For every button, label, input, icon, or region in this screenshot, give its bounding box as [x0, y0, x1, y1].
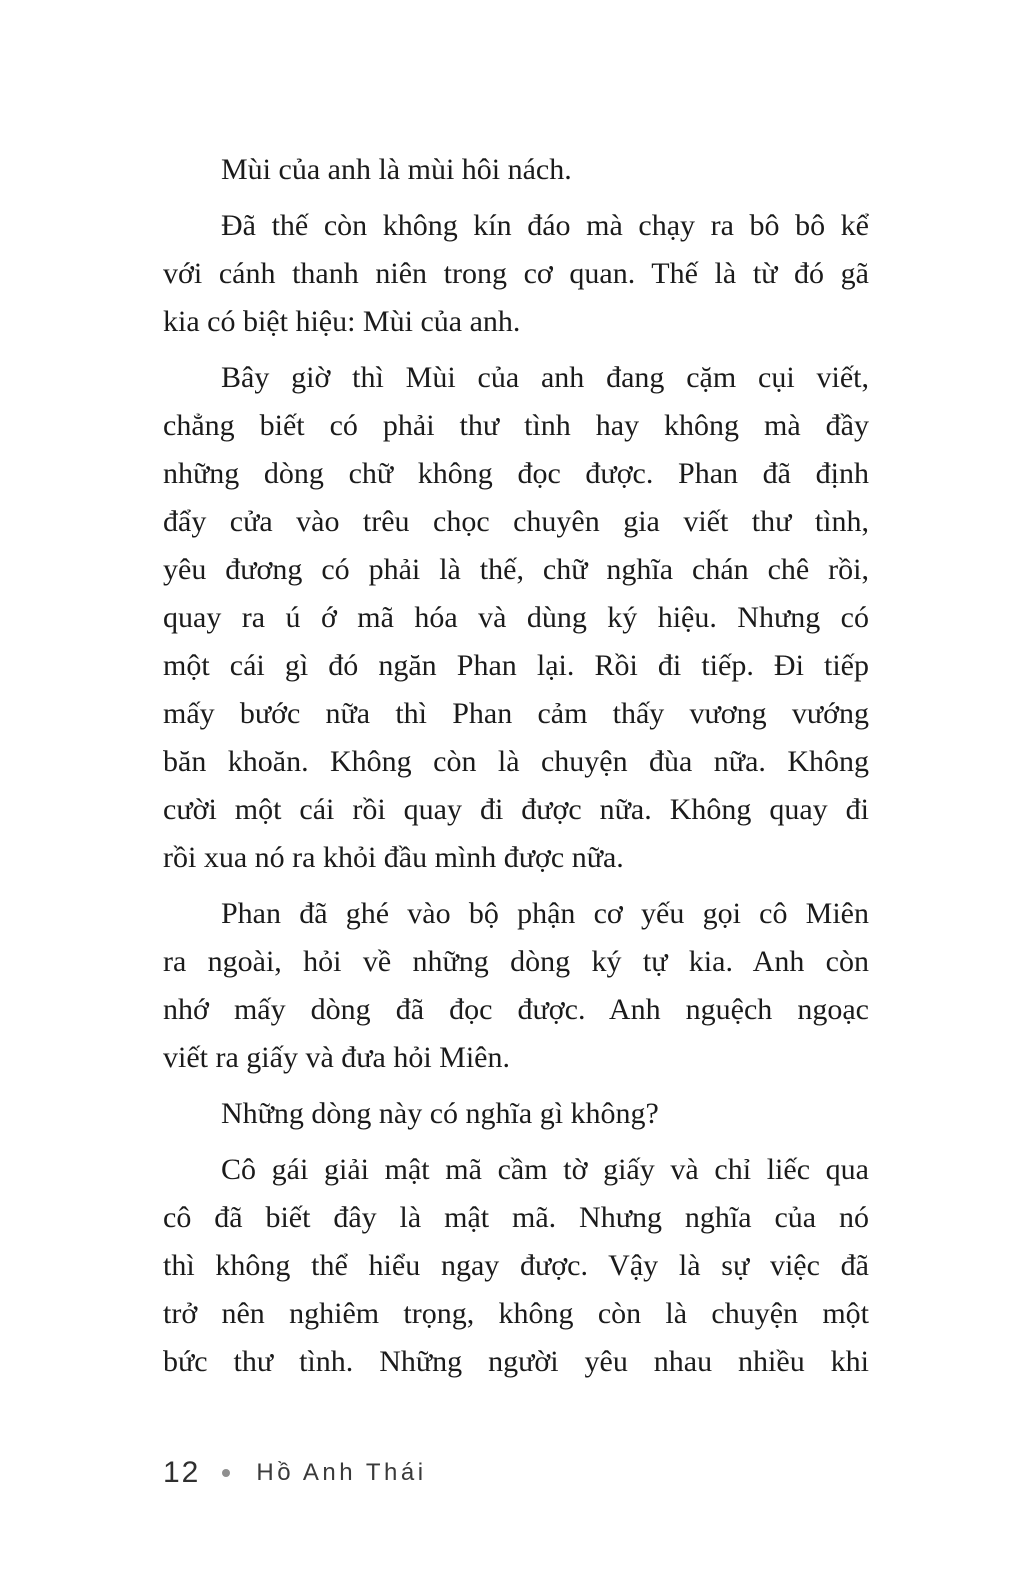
- paragraph: [163, 202, 869, 346]
- text-line: viết ra giấy và đưa hỏi Miên.: [163, 1041, 510, 1074]
- text-line: cô đã biết đây là mật mã. Nhưng nghĩa của nó: [163, 1201, 869, 1234]
- text-line: Bây giờ thì Mùi của anh đang cặm cụi viết,: [221, 361, 869, 394]
- text-line: mấy bước nữa thì Phan cảm thấy vương vướng: [163, 697, 869, 730]
- text-line: rồi xua nó ra khỏi đầu mình được nữa.: [163, 841, 624, 874]
- paragraph: [163, 354, 869, 882]
- text-line: ra ngoài, hỏi về những dòng ký tự kia. Anh còn: [163, 945, 869, 978]
- text-line: Đã thế còn không kín đáo mà chạy ra bô bô kể: [221, 209, 869, 242]
- text-line: cười một cái rồi quay đi được nữa. Không quay đi: [163, 793, 869, 826]
- page-number: 12: [163, 1456, 201, 1489]
- text-line: trở nên nghiêm trọng, không còn là chuyện một: [163, 1297, 869, 1330]
- text-line: Cô gái giải mật mã cầm tờ giấy và chỉ liếc qua: [221, 1153, 869, 1186]
- text-line: kia có biệt hiệu: Mùi của anh.: [163, 305, 521, 338]
- text-line: với cánh thanh niên trong cơ quan. Thế là từ đó gã: [163, 257, 869, 290]
- author-name: Hồ Anh Thái: [256, 1459, 427, 1486]
- text-line: yêu đương có phải là thế, chữ nghĩa chán chê rồi,: [163, 553, 869, 586]
- text-line: một cái gì đó ngăn Phan lại. Rồi đi tiếp. Đi tiếp: [163, 649, 869, 682]
- paragraph: [163, 146, 869, 194]
- text-line: bức thư tình. Những người yêu nhau nhiều khi: [163, 1345, 869, 1378]
- bullet-separator-icon: [222, 1469, 230, 1477]
- paragraph: [163, 1090, 869, 1138]
- text-line: đẩy cửa vào trêu chọc chuyên gia viết thư tình,: [163, 505, 869, 538]
- text-line: băn khoăn. Không còn là chuyện đùa nữa. Không: [163, 745, 869, 778]
- paragraph: [163, 1146, 869, 1386]
- text-line: thì không thể hiểu ngay được. Vậy là sự việc đã: [163, 1249, 869, 1282]
- text-line: quay ra ú ớ mã hóa và dùng ký hiệu. Nhưng có: [163, 601, 869, 634]
- text-line: Phan đã ghé vào bộ phận cơ yếu gọi cô Miên: [221, 897, 869, 930]
- text-line: chẳng biết có phải thư tình hay không mà đầy: [163, 409, 869, 442]
- text-line: Mùi của anh là mùi hôi nách.: [221, 153, 572, 186]
- text-line: Những dòng này có nghĩa gì không?: [221, 1097, 659, 1130]
- text-line: nhớ mấy dòng đã đọc được. Anh nguệch ngoạc: [163, 993, 869, 1026]
- body-text: [163, 146, 869, 1386]
- text-line: những dòng chữ không đọc được. Phan đã định: [163, 457, 869, 490]
- page-footer: [163, 1452, 427, 1494]
- paragraph: [163, 890, 869, 1082]
